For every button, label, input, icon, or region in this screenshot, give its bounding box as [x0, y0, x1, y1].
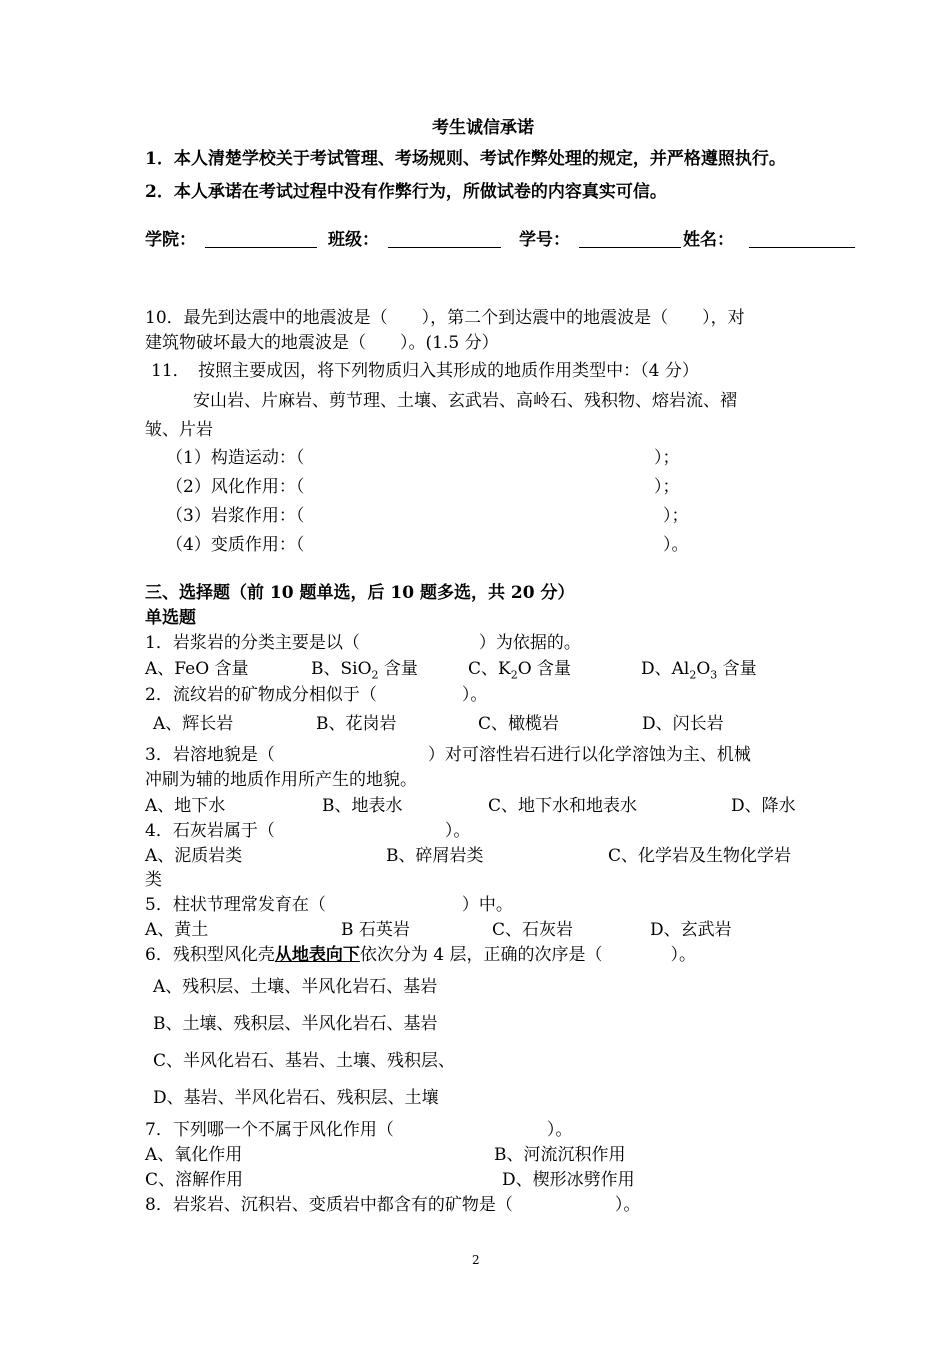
- q8-stem: 8．岩浆岩、沉积岩、变质岩中都含有的矿物是（ ）。: [145, 1195, 641, 1215]
- q5-option-b: B 石英岩: [341, 920, 410, 940]
- q1-stem: 1．岩浆岩的分类主要是以（ ）为依据的。: [145, 633, 581, 653]
- q3-option-a: A、地下水: [145, 796, 226, 816]
- q3-option-b: B、地表水: [322, 796, 403, 816]
- q11-sub4-end: ）。: [663, 535, 689, 555]
- q1-option-b: B、SiO$_2$ 含量: [311, 659, 418, 682]
- q1-option-c: C、$K_2O$ 含量: [468, 659, 572, 682]
- q2-option-c: C、橄榄岩: [478, 714, 560, 734]
- q7-option-b: B、河流沉积作用: [494, 1145, 626, 1165]
- q11-sub2-end: ）；: [654, 477, 680, 497]
- pledge-1: 1．本人清楚学校关于考试管理、考场规则、考试作弊处理的规定，并严格遵照执行。: [145, 149, 786, 169]
- q4-stem: 4．石灰岩属于（ ）。: [145, 821, 471, 841]
- q11-sub1-end: ）；: [654, 448, 680, 468]
- section3-subheading: 单选题: [145, 608, 196, 628]
- page-title: 考生诚信承诺: [432, 118, 534, 138]
- q6-option-c: C、半风化岩石、基岩、土壤、残积层、: [153, 1051, 456, 1071]
- q1-option-d: D、$Al_2O_3$ 含量: [641, 659, 757, 682]
- q6-option-a: A、残积层、土壤、半风化岩石、基岩: [153, 977, 438, 997]
- q7-option-d: D、楔形冰劈作用: [502, 1170, 635, 1190]
- q2-option-a: A、辉长岩: [153, 714, 234, 734]
- class-label: 班级：: [328, 230, 379, 250]
- q3-stem-line2: 冲刷为辅的地质作用所产生的地貌。: [145, 770, 417, 790]
- q11-sub1: （1）构造运动：（: [166, 448, 305, 468]
- q6-underlined-phrase: 从地表向下: [274, 945, 360, 965]
- q10-line2: 建筑物破坏最大的地震波是（ ）。(1.5 分）: [145, 333, 499, 353]
- name-label: 姓名：: [683, 230, 734, 250]
- q5-stem: 5．柱状节理常发育在（ ）中。: [145, 895, 513, 915]
- college-blank[interactable]: [205, 229, 317, 248]
- q7-option-c: C、溶解作用: [145, 1170, 244, 1190]
- id-label: 学号：: [519, 230, 570, 250]
- q2-stem: 2．流纹岩的矿物成分相似于（ ）。: [145, 685, 488, 705]
- q11-sub4: （4）变质作用：（: [166, 535, 305, 555]
- q1-option-a: A、FeO 含量: [145, 659, 249, 679]
- college-label: 学院：: [145, 230, 196, 250]
- q6-option-d: D、基岩、半风化岩石、残积层、土壤: [153, 1088, 439, 1108]
- q10-line1: 10．最先到达震中的地震波是（ ），第二个到达震中的地震波是（ ），对: [145, 308, 745, 328]
- pledge-2: 2．本人承诺在考试过程中没有作弊行为，所做试卷的内容真实可信。: [145, 182, 667, 202]
- q2-option-b: B、花岗岩: [316, 714, 397, 734]
- q4-option-a: A、泥质岩类: [145, 846, 243, 866]
- name-blank[interactable]: [749, 229, 855, 248]
- q4-option-c-wrap: 类: [145, 870, 162, 890]
- q6-option-b: B、土壤、残积层、半风化岩石、基岩: [153, 1014, 438, 1034]
- q5-option-a: A、黄土: [145, 920, 209, 940]
- q5-option-c: C、石灰岩: [492, 920, 574, 940]
- q7-option-a: A、氧化作用: [145, 1145, 243, 1165]
- q3-stem-line1: 3．岩溶地貌是（ ）对可溶性岩石进行以化学溶蚀为主、机械: [145, 745, 751, 765]
- q11-sub3: （3）岩浆作用：（: [166, 506, 305, 526]
- class-blank[interactable]: [388, 229, 501, 248]
- q11-line1: 11． 按照主要成因，将下列物质归入其形成的地质作用类型中：（4 分）: [151, 361, 699, 381]
- q11-line2: 安山岩、片麻岩、剪节理、土壤、玄武岩、高岭石、残积物、熔岩流、褶: [193, 391, 737, 411]
- q4-option-c: C、化学岩及生物化学岩: [608, 846, 792, 866]
- id-blank[interactable]: [579, 229, 681, 248]
- section3-heading: 三、选择题（前 10 题单选，后 10 题多选，共 20 分）: [145, 583, 575, 603]
- q11-sub3-end: ）；: [663, 506, 689, 526]
- q11-sub2: （2）风化作用：（: [166, 477, 305, 497]
- q11-line3: 皱、片岩: [145, 420, 213, 440]
- q3-option-d: D、降水: [731, 796, 796, 816]
- q3-option-c: C、地下水和地表水: [488, 796, 638, 816]
- q6-stem: 6．残积型风化壳从地表向下依次分为 4 层，正确的次序是（ ）。: [145, 945, 696, 965]
- q2-option-d: D、闪长岩: [642, 714, 724, 734]
- q4-option-b: B、碎屑岩类: [386, 846, 484, 866]
- q7-stem: 7．下列哪一个不属于风化作用（ ）。: [145, 1120, 573, 1140]
- q5-option-d: D、玄武岩: [650, 920, 732, 940]
- page-number: 2: [472, 1253, 480, 1267]
